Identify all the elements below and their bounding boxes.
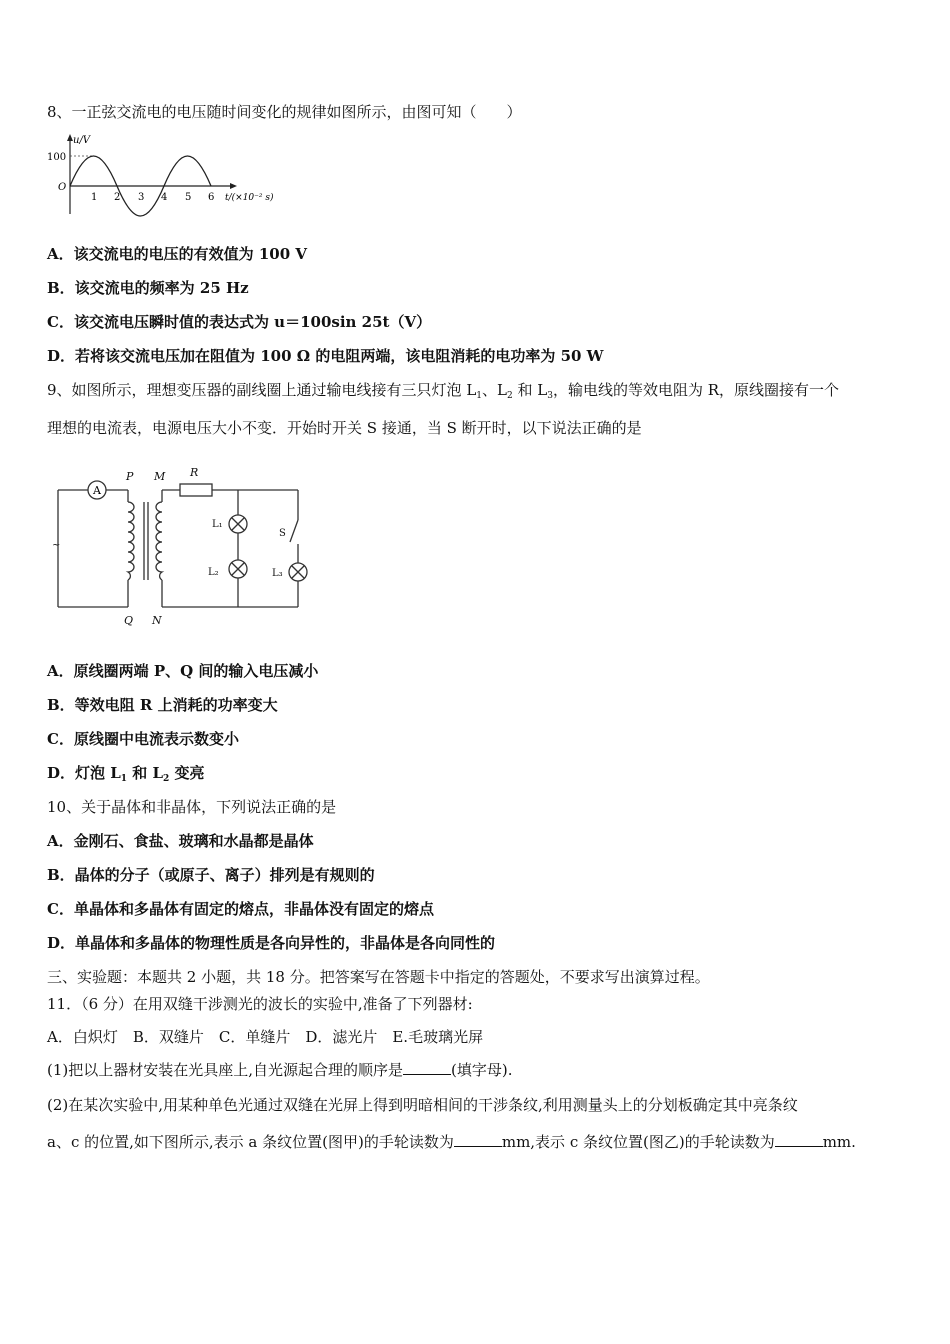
- q9-label-l2: L₂: [208, 567, 219, 578]
- q8-x-axis-label: t/(×10⁻² s): [225, 193, 274, 203]
- answer-blank[interactable]: [403, 1060, 451, 1075]
- q9-stem-line2: 理想的电流表，电源电压大小不变．开始时开关 S 接通，当 S 断开时，以下说法正确的是: [47, 419, 642, 437]
- q9-label-l1: L₁: [212, 519, 223, 530]
- q9-label-source: ~: [52, 540, 61, 551]
- answer-blank[interactable]: [454, 1132, 502, 1147]
- q10-stem: 10、关于晶体和非晶体，下列说法正确的是: [47, 798, 337, 816]
- q9-label-m: M: [154, 470, 166, 483]
- q10-option-c: C．单晶体和多晶体有固定的熔点，非晶体没有固定的熔点: [47, 900, 434, 918]
- q8-option-d: D．若将该交流电压加在阻值为 100 Ω 的电阻两端，该电阻消耗的电功率为 50 W: [47, 347, 604, 365]
- q9-option-a: A．原线圈两端 P、Q 间的输入电压减小: [47, 662, 319, 680]
- q10-option-d: D．单晶体和多晶体的物理性质是各向异性的，非晶体是各向同性的: [47, 934, 496, 952]
- q9-switch-s: [290, 520, 298, 542]
- q9-label-q: Q: [124, 614, 134, 627]
- q9-label-p: P: [126, 470, 134, 483]
- q8-x-tick: 6: [208, 192, 215, 203]
- q8-x-tick: 1: [91, 192, 98, 203]
- q11-part1: (1)把以上器材安装在光具座上,自光源起合理的顺序是 (填字母).: [47, 1061, 513, 1079]
- q8-y-axis-label: u/V: [73, 135, 91, 146]
- q9-label-r: R: [190, 466, 199, 479]
- q8-x-tick: 5: [185, 192, 192, 203]
- q9-resistor-r: [180, 484, 212, 496]
- q9-option-d: D．灯泡 $L_1$ 和 $L_2$ 变亮: [47, 764, 205, 784]
- answer-blank[interactable]: [775, 1132, 823, 1147]
- q9-label-n: N: [152, 614, 162, 627]
- q8-x-arrow: [230, 183, 237, 189]
- q8-origin: O: [58, 182, 67, 193]
- q8-option-a: A．该交流电的电压的有效值为 100 V: [47, 245, 308, 263]
- q8-x-tick: 4: [161, 192, 168, 203]
- q9-primary-coil: [128, 502, 134, 580]
- q11-stem: 11．（6 分）在用双缝干涉测光的波长的实验中,准备了下列器材:: [47, 995, 473, 1013]
- q9-secondary-coil: [156, 502, 162, 580]
- q11-materials: A．白炽灯 B．双缝片 C．单缝片 D．滤光片 E.毛玻璃光屏: [47, 1028, 484, 1046]
- q9-option-b: B．等效电阻 R 上消耗的功率变大: [47, 696, 278, 714]
- q9-label-l3: L₃: [272, 568, 283, 579]
- q8-option-b: B．该交流电的频率为 25 Hz: [47, 279, 249, 297]
- q10-option-a: A．金刚石、食盐、玻璃和水晶都是晶体: [47, 832, 314, 850]
- section-3-heading: 三、实验题：本题共 2 小题，共 18 分。把答案写在答题卡中指定的答题处，不要求写出演算过程。: [47, 968, 710, 986]
- q8-x-tick: 2: [114, 192, 121, 203]
- q8-y-tick: 100: [47, 152, 67, 163]
- q9-label-s: S: [279, 528, 286, 539]
- q10-option-b: B．晶体的分子（或原子、离子）排列是有规则的: [47, 866, 375, 884]
- q11-part2-line2: a、c 的位置,如下图所示,表示 a 条纹位置(图甲)的手轮读数为 mm,表示 c 条纹位置(图乙)的手轮读数为 mm.: [47, 1133, 856, 1151]
- q8-option-c: C．该交流电压瞬时值的表达式为 u＝100sin 25t（V）: [47, 313, 432, 331]
- q11-part2-line1: (2)在某次实验中,用某种单色光通过双缝在光屏上得到明暗相间的干涉条纹,利用测量头上的分划板确定其中亮条纹: [47, 1096, 798, 1114]
- q9-circuit-figure: [48, 462, 318, 632]
- q9-option-c: C．原线圈中电流表示数变小: [47, 730, 239, 748]
- q8-x-tick: 3: [138, 192, 145, 203]
- q9-ammeter-label: A: [93, 484, 101, 497]
- q9-stem-line1: 9、如图所示，理想变压器的副线圈上通过输电线接有三只灯泡 $L_1$、$L_2$ 和 $L_3$，输电线的等效电阻为 R，原线圈接有一个: [47, 381, 840, 401]
- q8-stem: 8、一正弦交流电的电压随时间变化的规律如图所示，由图可知（ ）: [47, 103, 522, 121]
- q8-waveform-figure: [44, 132, 294, 217]
